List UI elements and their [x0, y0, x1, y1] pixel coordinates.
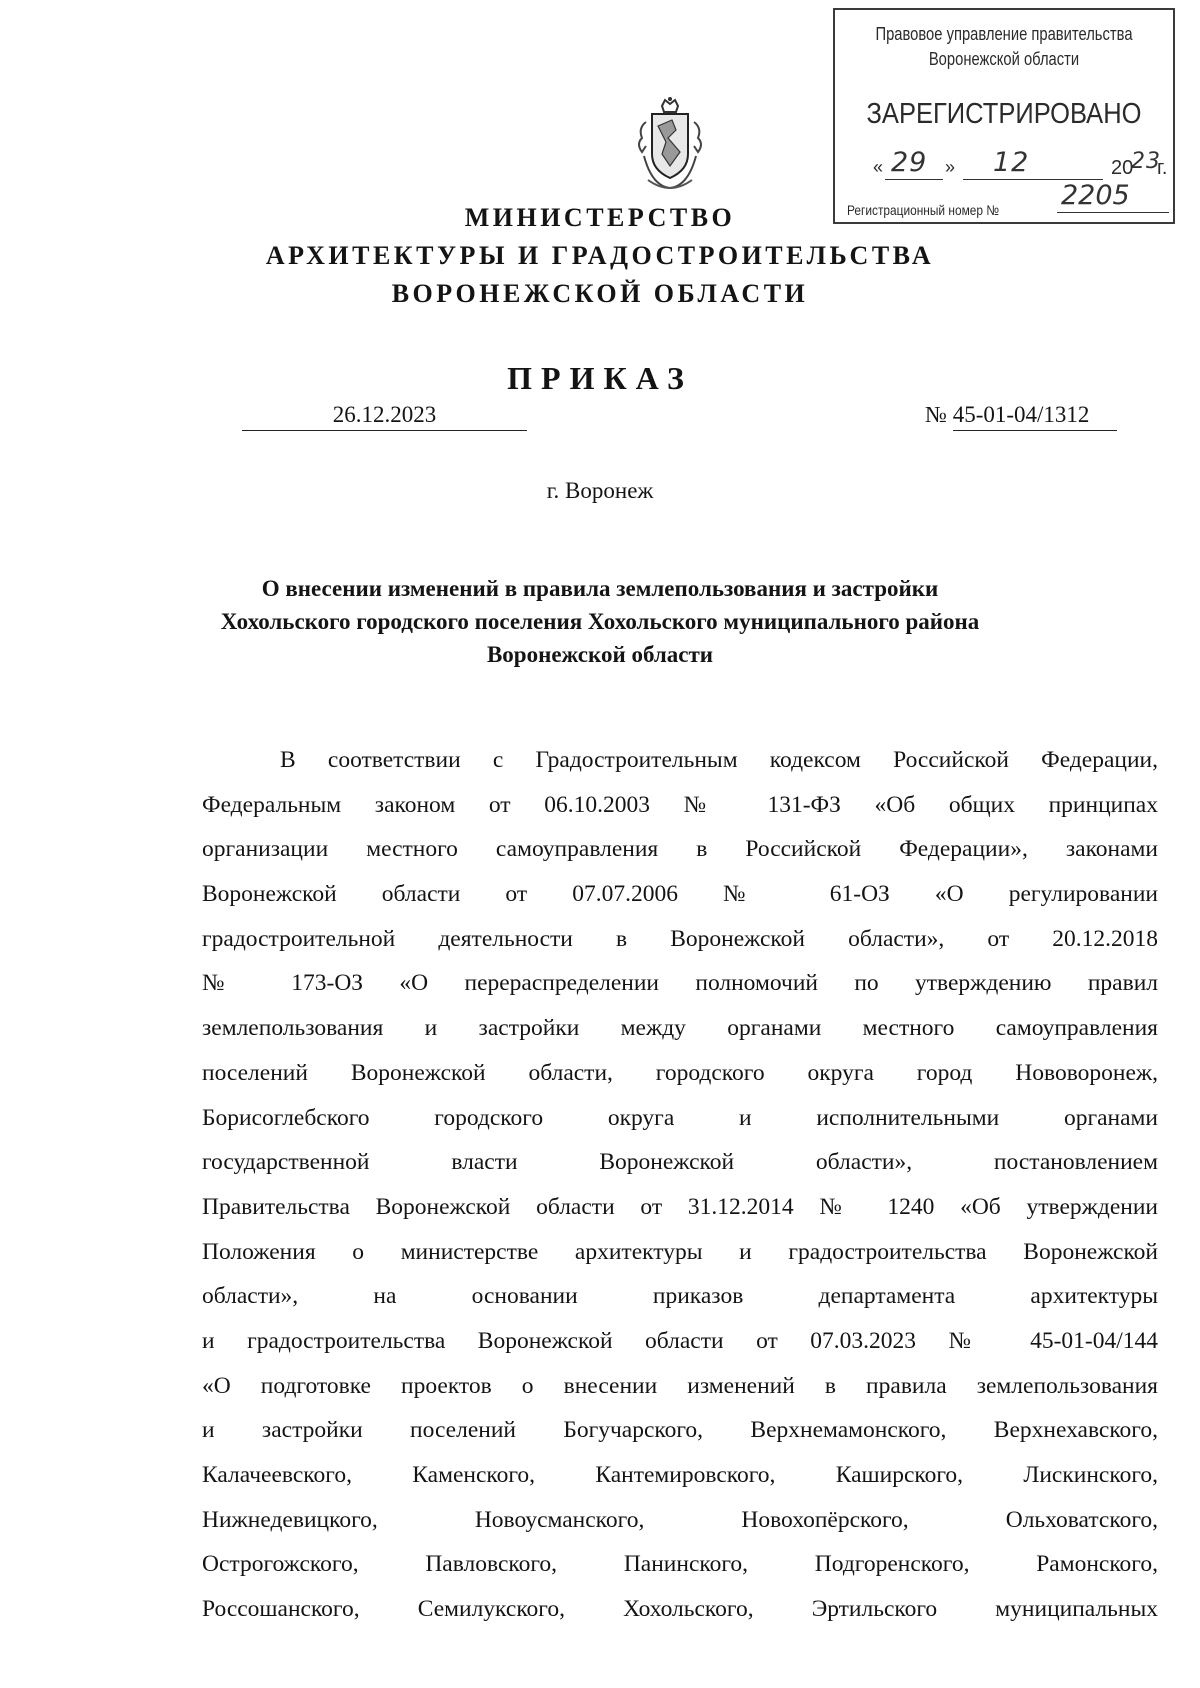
body-line: Острогожского, Павловского, Панинского, Подгоренского, Рамонского, [202, 1551, 1158, 1578]
stamp-day: 29 [891, 147, 928, 178]
subject-line1: О внесении изменений в правила землепользования и застройки [261, 576, 939, 601]
subject-line2: Хохольского городского поселения Хохольского муниципального района [220, 609, 980, 634]
ministry-name-line2: АРХИТЕКТУРЫ И ГРАДОСТРОИТЕЛЬСТВА [265, 241, 935, 270]
order-date: 26.12.2023 [242, 402, 527, 431]
body-paragraph [202, 738, 1158, 1632]
ministry-name-line1: МИНИСТЕРСТВО [464, 203, 736, 232]
stamp-month: 12 [993, 147, 1030, 178]
coat-of-arms-emblem [632, 96, 708, 196]
ministry-name-line3: ВОРОНЕЖСКОЙ ОБЛАСТИ [391, 279, 809, 308]
stamp-status: ЗАРЕГИСТРИРОВАНО [866, 98, 1142, 130]
body-line: градостроительной деятельности в Воронежской области», от 20.12.2018 [202, 925, 1158, 952]
body-line: Федеральным законом от 06.10.2003 № 131-ФЗ «Об общих принципах [202, 791, 1158, 818]
subject-line3: Воронежской области [486, 642, 714, 667]
body-line: В соответствии с Градостроительным кодексом Российской Федерации, [280, 747, 1158, 773]
body-line: № 173-ОЗ «О перераспределении полномочий по утверждению правил [202, 970, 1158, 997]
registration-stamp [833, 8, 1175, 224]
body-line: Воронежской области от 07.07.2006 № 61-ОЗ «О регулировании [202, 881, 1158, 908]
order-number-prefix: № [925, 402, 947, 427]
body-line: и градостроительства Воронежской области от 07.03.2023 № 45-01-04/144 [202, 1327, 1158, 1354]
document-type-title: ПРИКАЗ [507, 360, 693, 396]
body-line: области», на основании приказов департамента архитектуры [202, 1283, 1158, 1310]
stamp-quote-open: « [873, 157, 884, 177]
stamp-regno-label: Регистрационный номер № [847, 202, 1000, 218]
body-line: и застройки поселений Богучарского, Верхнемамонского, Верхнехавского, [202, 1417, 1158, 1444]
stamp-quote-close: » [945, 157, 956, 177]
order-subject [150, 572, 1050, 671]
stamp-org-line1: Правовое управление правительства [875, 24, 1133, 44]
stamp-organization [865, 22, 1142, 72]
body-line: «О подготовке проектов о внесении изменений в правила землепользования [202, 1372, 1158, 1399]
body-line: Калачеевского, Каменского, Кантемировского, Каширского, Лискинского, [202, 1462, 1158, 1488]
stamp-year-suffix: г. [1157, 157, 1168, 179]
body-line: Нижнедевицкого, Новоусманского, Новохопёрского, Ольховатского, [202, 1506, 1158, 1533]
stamp-year-prefix: 20 [1111, 157, 1134, 179]
stamp-year: 23 [1131, 149, 1161, 174]
stamp-day-underline [885, 179, 943, 180]
body-line: государственной власти Воронежской области», постановлением [202, 1149, 1158, 1176]
stamp-regno-value: 2205 [1061, 180, 1130, 211]
city: г. Воронеж [546, 478, 654, 503]
body-line: землепользования и застройки между органами местного самоуправления [202, 1015, 1158, 1042]
body-line: Положения о министерстве архитектуры и градостроительства Воронежской [202, 1238, 1158, 1265]
body-line: Правительства Воронежской области от 31.12.2014 № 1240 «Об утверждении [202, 1193, 1158, 1220]
body-line: поселений Воронежской области, городского округа город Нововоронеж, [202, 1059, 1158, 1086]
order-number: 45-01-04/1312 [953, 402, 1118, 431]
body-line: Россошанского, Семилукского, Хохольского, Эртильского муниципальных [202, 1596, 1158, 1623]
body-line: организации местного самоуправления в Российской Федерации», законами [202, 836, 1158, 863]
body-line: Борисоглебского городского округа и исполнительными органами [202, 1104, 1158, 1131]
stamp-org-line2: Воронежской области [928, 49, 1080, 69]
order-number-field [925, 402, 1117, 431]
